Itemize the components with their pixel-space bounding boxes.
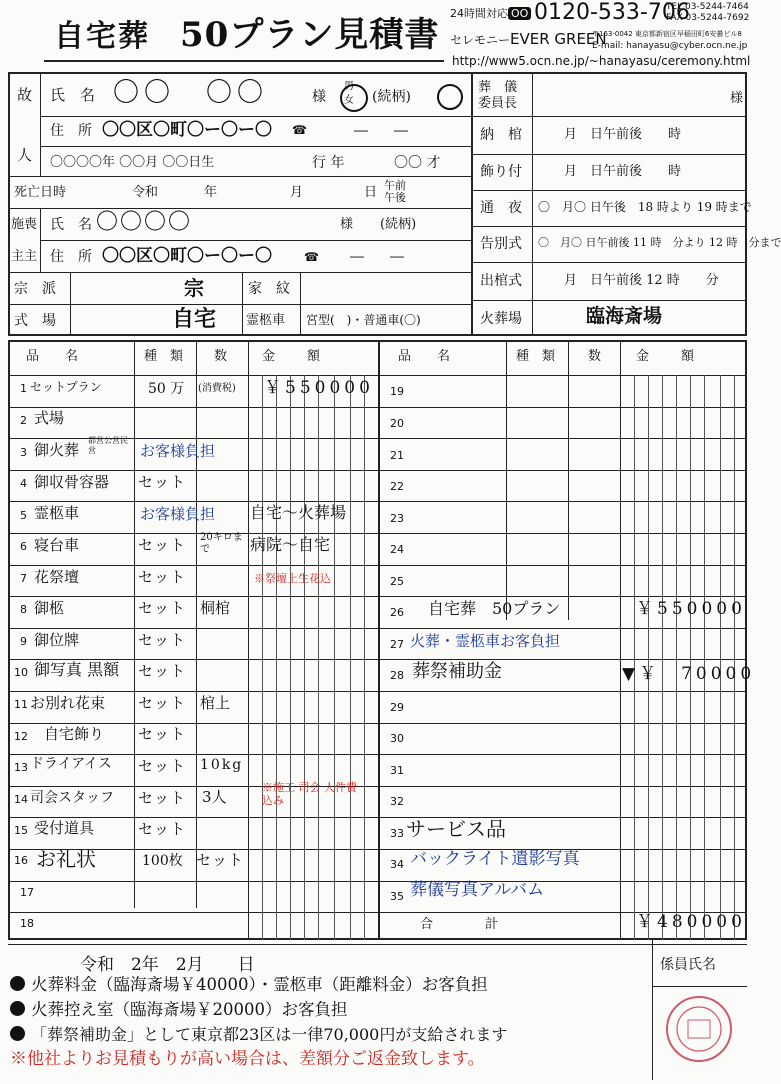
rule: [471, 226, 747, 227]
row-item: 御写真 黒額: [34, 660, 120, 679]
rule: [134, 340, 135, 908]
rule: [8, 407, 747, 408]
note-2-text: 火葬控え室（臨海斎場￥20000）お客負担: [31, 1000, 348, 1019]
rule: [8, 533, 747, 534]
company-address: 〒163-0042 東京都新宿区早稲田町6安曇ビル8: [592, 30, 742, 38]
row-number: 14: [14, 793, 28, 806]
row-item: 御柩: [34, 599, 65, 617]
row-number: 10: [14, 666, 28, 679]
row-number: 18: [20, 917, 34, 930]
row-amount: 病院～自宅: [250, 535, 331, 554]
rule: [8, 786, 747, 787]
departure-label: 出棺式: [480, 273, 522, 289]
row-item-sub: 都営公営民営: [88, 436, 128, 455]
row-item: 自宅葬 50プラン: [428, 599, 561, 618]
mourner-label-2: 主主: [11, 249, 38, 264]
rule: [662, 375, 663, 940]
company-url: http://www5.ocn.ne.jp/~hanayasu/ceremony.html: [452, 54, 751, 68]
row-item: 御収骨容器: [34, 473, 110, 491]
venue-label: 式 場: [14, 313, 56, 329]
farewell-label: 告別式: [480, 236, 522, 252]
sect-label: 宗 派: [14, 281, 56, 297]
rule: [248, 340, 249, 940]
row-number: 20: [390, 417, 404, 430]
rule: [568, 340, 569, 620]
name-value: 〇〇 〇〇: [113, 78, 269, 108]
row-number: 22: [390, 480, 404, 493]
row-number: 5: [20, 509, 27, 522]
row-item: 御位牌: [34, 631, 80, 649]
row-number: 29: [390, 701, 404, 714]
row-qty: 棺上: [200, 694, 231, 712]
row-number: 26: [390, 606, 404, 619]
rule: [8, 176, 471, 177]
row-type: 100枚: [142, 853, 183, 869]
deceased-phone: ― ―: [354, 123, 414, 139]
death-label: 死亡日時: [14, 185, 67, 200]
row-number: 9: [20, 635, 27, 648]
company-seal: [664, 994, 734, 1064]
row-number: 6: [20, 540, 27, 553]
rule: [40, 146, 471, 147]
hours-label: 24時間対応: [450, 7, 508, 20]
staff-label: 係員氏名: [660, 957, 716, 973]
row-amount: ※施工 司会 人件費込み: [262, 781, 357, 807]
address-value: 〇〇区〇町〇ー〇ー〇: [102, 120, 272, 140]
row-number: 12: [14, 730, 28, 743]
row-qty: (消費税): [198, 383, 236, 394]
row-type: セット: [138, 473, 187, 491]
row-item: ドライアイス: [30, 756, 112, 772]
row-item: 自宅飾り: [44, 725, 105, 743]
rule: [318, 375, 319, 940]
row-item: 霊柩車: [34, 504, 80, 522]
rule: [304, 375, 305, 940]
header-item: 品 名: [26, 349, 79, 364]
rule: [40, 208, 41, 272]
rule: [506, 340, 507, 620]
company-email: E-mail: hanayasu@cyber.ocn.ne.jp: [592, 41, 748, 51]
rule: [471, 262, 747, 263]
sect-value: 宗: [184, 276, 204, 300]
rule: [8, 596, 747, 597]
company-prefix: セレモニー: [450, 33, 511, 47]
rule: [471, 154, 747, 155]
row-item: 御火葬: [34, 441, 80, 459]
relation-label: (続柄): [372, 89, 411, 105]
row-number: 23: [390, 512, 404, 525]
death-ampm: 午前午後: [384, 179, 406, 205]
mourner-phone: ― ―: [350, 249, 410, 265]
rule: [471, 190, 747, 191]
mourner-name-value: 〇〇〇〇: [96, 210, 193, 235]
rule: [8, 754, 747, 755]
row-type: セット: [138, 820, 187, 838]
fax-number: FAX 03-5244-7692: [666, 13, 750, 23]
hearse-label: 霊柩車: [246, 313, 286, 328]
address-label: 住 所: [50, 123, 92, 139]
rule: [8, 375, 747, 376]
encoffin-value: 月 日午前後 時: [564, 127, 682, 142]
bullet-icon: [10, 1001, 25, 1016]
row-item: お別れ花束: [30, 694, 106, 712]
rule: [652, 986, 747, 987]
rule: [634, 375, 635, 940]
row-amount: ￥550000: [264, 378, 374, 398]
row-item: 花祭壇: [34, 568, 80, 586]
rule: [8, 944, 747, 945]
row-qty: 20キロまで: [200, 532, 243, 555]
row-type: セット: [138, 631, 187, 649]
death-era: 令和: [132, 185, 159, 200]
rule: [652, 940, 653, 1080]
row-type: セット: [138, 568, 187, 586]
row-amount: ※祭壇上生花込: [254, 572, 331, 585]
row-number: 7: [20, 572, 27, 585]
row-type: 50 万: [148, 381, 185, 397]
phone-icon: ☎: [292, 123, 307, 137]
director-sama: 様: [730, 91, 744, 106]
crest-label: 家 紋: [248, 281, 290, 297]
row-item: バックライト遺影写真: [410, 849, 580, 869]
total-label: 合 計: [420, 917, 499, 932]
phone-number: 0120-533-706: [534, 0, 690, 25]
rule: [8, 470, 747, 471]
rule: [40, 72, 41, 176]
row-item: セットプラン: [30, 380, 102, 394]
mourner-address-label: 住 所: [50, 249, 92, 265]
row-number: 35: [390, 890, 404, 903]
row-type: セット: [138, 789, 187, 807]
rule: [8, 304, 471, 305]
wake-label: 通 夜: [480, 200, 522, 216]
rule: [8, 691, 747, 692]
rule: [290, 375, 291, 940]
row-number: 19: [390, 385, 404, 398]
rule: [471, 116, 747, 117]
row-qty: 10kg: [200, 757, 244, 773]
row-qty: 桐棺: [200, 599, 231, 617]
estimate-date: 令和 2年 2月 日: [80, 955, 255, 975]
decoration-value: 月 日午前後 時: [564, 164, 682, 179]
row-number: 3: [20, 446, 27, 459]
rule: [40, 240, 471, 241]
phone-icon: ☎: [304, 250, 319, 264]
age-value: 〇〇 才: [394, 155, 441, 171]
table-center-divider: [378, 340, 380, 940]
rule: [70, 272, 71, 336]
rule: [40, 116, 471, 117]
bullet-icon: [10, 1026, 25, 1041]
row-item: サービス品: [406, 817, 506, 841]
row-number: 24: [390, 543, 404, 556]
note-1-text: 火葬料金（臨海斎場￥40000）・霊柩車（距離料金）お客負担: [31, 975, 488, 994]
mourner-relation: (続柄): [380, 217, 417, 232]
mourner-name-label: 氏 名: [50, 217, 92, 233]
row-number: 16: [14, 854, 28, 867]
rule: [704, 375, 705, 940]
death-day: 日: [364, 185, 378, 200]
death-year: 年: [204, 185, 218, 200]
farewell-value: 〇 月〇 日午前後 11 時 分より 12 時 分まで: [538, 236, 781, 249]
mourner-sama: 様: [340, 217, 354, 232]
birth-date: 〇〇〇〇年 〇〇月 〇〇日生: [50, 155, 215, 170]
name-label: 氏 名: [50, 86, 96, 104]
director-label: 葬 儀委員長: [478, 80, 518, 111]
rule: [242, 272, 243, 336]
info-divider: [471, 72, 473, 336]
rule: [262, 375, 263, 940]
row-number: 13: [14, 761, 28, 774]
rule: [8, 208, 471, 209]
row-number: 2: [20, 414, 27, 427]
refund-warning: ※他社よりお見積もりが高い場合は、差額分ご返金致します。: [10, 1049, 485, 1069]
wake-value: 〇 月〇 日午後 18 時より 19 時まで: [538, 200, 752, 214]
header-qty-2: 数: [588, 349, 602, 364]
row-item: 式場: [34, 409, 65, 427]
title-left: 自宅葬: [54, 19, 150, 54]
freedial-icon: OO: [508, 7, 531, 20]
crematorium-value: 臨海斎場: [586, 305, 663, 327]
note-3: [10, 1026, 507, 1043]
row-number: 31: [390, 764, 404, 777]
rule: [471, 300, 747, 301]
row-type: セット: [138, 694, 187, 712]
rule: [8, 501, 747, 502]
row-number: 33: [390, 827, 404, 840]
mourner-address-value: 〇〇区〇町〇ー〇ー〇: [102, 246, 272, 266]
header-amount-2: 金 額: [636, 349, 697, 364]
encoffin-label: 納 棺: [480, 127, 522, 143]
row-amount: ▼￥ 70000: [622, 664, 756, 684]
row-number: 32: [390, 795, 404, 808]
rule: [8, 272, 471, 273]
row-qty: セット: [196, 851, 245, 869]
hearse-value: 宮型( )・普通車(〇): [306, 313, 421, 327]
rule: [196, 340, 197, 908]
rule: [648, 375, 649, 940]
sama-label: 様: [312, 89, 326, 105]
row-type: セット: [138, 725, 187, 743]
rule: [300, 272, 301, 336]
note-1: [10, 976, 488, 994]
row-item: 火葬・霊柩車お客負担: [410, 632, 561, 650]
rule: [690, 375, 691, 940]
company-name: EVER GREEN: [510, 30, 607, 48]
row-number: 21: [390, 449, 404, 462]
row-item: 葬祭補助金: [412, 661, 502, 682]
deceased-label: 故: [17, 86, 33, 104]
row-type: お客様負担: [140, 505, 216, 523]
header-type-2: 種 類: [516, 349, 556, 364]
header-type: 種 類: [144, 349, 184, 364]
row-amount: 自宅～火葬場: [250, 503, 347, 522]
row-item: 寝台車: [34, 536, 80, 554]
rule: [8, 723, 747, 724]
gender-label: 男女: [344, 81, 354, 106]
row-type: お客様負担: [140, 442, 216, 460]
rule: [8, 565, 747, 566]
death-month: 月: [290, 185, 304, 200]
row-number: 25: [390, 575, 404, 588]
row-number: 1: [20, 382, 27, 395]
venue-value: 自宅: [172, 306, 217, 332]
bullet-icon: [10, 976, 25, 991]
rule: [8, 881, 747, 882]
rule: [8, 849, 747, 850]
row-item: 司会スタッフ: [30, 790, 114, 806]
row-number: 8: [20, 603, 27, 616]
rule: [620, 340, 621, 940]
person-label: 人: [17, 146, 33, 164]
row-number: 15: [14, 824, 28, 837]
header-amount: 金 額: [262, 349, 323, 364]
row-number: 17: [20, 886, 34, 899]
row-number: 11: [14, 698, 28, 711]
row-type: セット: [138, 757, 187, 775]
rule: [334, 375, 335, 940]
row-qty: 3人: [202, 788, 227, 806]
departure-value: 月 日午前後 12 時 分: [564, 273, 719, 288]
total-amount: ￥480000: [636, 912, 746, 932]
rule: [676, 375, 677, 940]
rule: [734, 375, 735, 940]
row-number: 34: [390, 858, 404, 871]
header-qty: 数: [214, 349, 228, 364]
row-item: お礼状: [36, 847, 96, 871]
tel-number: TEL 03-5244-7464: [666, 2, 749, 12]
rule: [8, 628, 747, 629]
note-2: [10, 1001, 348, 1019]
decoration-label: 飾り付: [480, 164, 522, 180]
rule: [8, 817, 747, 818]
age-label: 行 年: [312, 155, 345, 171]
row-type: セット: [138, 662, 187, 680]
crematorium-label: 火葬場: [480, 311, 522, 327]
rule: [364, 375, 365, 940]
rule: [720, 375, 721, 940]
row-number: 30: [390, 732, 404, 745]
note-3-text: 「葬祭補助金」として東京都23区は一律70,000円が支給されます: [31, 1025, 508, 1044]
header-item-2: 品 名: [398, 349, 451, 364]
row-amount: ￥550000: [636, 599, 746, 619]
row-number: 4: [20, 477, 27, 490]
document-title: 50プラン見積書: [180, 15, 440, 55]
row-item: 葬儀写真アルバム: [410, 880, 545, 900]
row-item: 受付道具: [34, 819, 95, 837]
row-type: セット: [138, 599, 187, 617]
relation-circle: [437, 84, 463, 110]
row-type: セット: [138, 536, 187, 554]
row-number: 28: [390, 669, 404, 682]
row-number: 27: [390, 638, 404, 651]
rule: [532, 72, 533, 336]
mourner-label-1: 施喪: [11, 217, 38, 232]
rule: [276, 375, 277, 940]
rule: [350, 375, 351, 940]
title-underline: [44, 60, 444, 62]
